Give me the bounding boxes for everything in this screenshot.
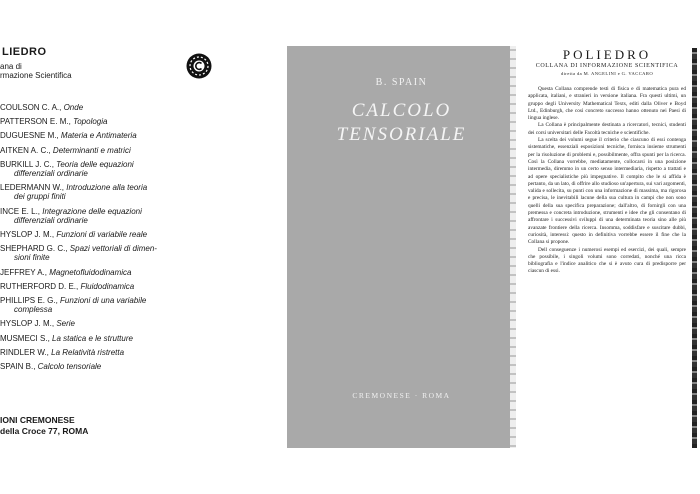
flap-description-text	[528, 86, 686, 276]
book-list-item: HYSLOP J. M., Funzioni di variabile reale	[0, 230, 148, 240]
book-author: HYSLOP J. M.	[0, 319, 52, 329]
book-title: La statica e le strutture	[52, 333, 133, 343]
book-title: Determinanti e matrici	[52, 145, 131, 155]
flap-series-subtitle: COLLANA DI INFORMAZIONE SCIENTIFICA	[535, 63, 679, 69]
book-list-item: AITKEN A. C., Determinanti e matrici	[0, 145, 131, 155]
cover-author: B. SPAIN	[375, 77, 428, 88]
back-flap-series-list	[0, 0, 215, 494]
publisher-address: IONI CREMONESE della Croce 77, ROMA	[0, 415, 89, 436]
book-title: Spazi vettoriali di dimen-	[69, 244, 157, 254]
flap-director-line: diretta da M. ANGELINI e G. VACCARO	[560, 71, 654, 76]
book-list-item: SHEPHARD G. C., Spazi vettoriali di dimen- sioni finite	[0, 244, 157, 263]
book-author: MUSMECI S.	[0, 333, 48, 343]
book-title: Teoria delle equazioni	[56, 159, 134, 169]
flap-paragraph: Questa Collana comprende testi di fisica e di matematica pura ed applicata, italiani, e stranieri in versione italiana. Fra questi ultimi, un gruppo degli University Mathematical Texts, editi dalla Oliver e Boyd Ltd., Edinburgh, che così concreto successo hanno ottenuto nei Paesi di lingua inglese.	[528, 86, 686, 122]
flap-paragraph: La scelta dei volumi segue il criterio che ciascuno di essi contenga sistematiche, essenziali esposizioni tecniche, fornisca insieme strumenti per la risoluzione di problemi e, possibilmente, offra spunti per la ricerca. Così la Collana vorrebbe, mediatamente, collocarsi in una posizione intermedia, diremmo in un certo senso intermediaria, rispetto a trattati e ad opere specialistiche più impegnative. Il compito che le si affida è pertanto, da un lato, di offrire allo studioso un'apertura, sui vari argomenti, valida e sollecita, su punti con una informazione di massima, ma rigorosa e precisa, le inevitabili lacune della sua cultura in campi che non sono quelli della sua specifica preparazione; dall'altro, di fornirgli con una premessa e concreta introduzione, strumenti e idee che gli consentano di affrontare i successivi sviluppi di una determinata teoria sino alle più avanzate frontiere della ricerca. Insomma, soddisfare e suscitare dubbi, curiosità, interessi: questo in definitiva vorrebbe essere il fine che la Collana si propone.	[528, 137, 687, 246]
book-author: SHEPHARD G. C.	[0, 244, 66, 254]
flap-paragraph: Dell conseguenze i numerosi esempi ed esercizi, dei quali, sempre che possibile, i singoli volumi sono corredati, nonché una ricca bibliografia e l'indice analitico che si è avuto cura di predisporre per ciascun di essi.	[528, 246, 686, 275]
flap-paragraph: La Collana è principalmente destinata a ricercatori, tecnici, studenti dei corsi universitari delle Facoltà tecniche e scientifiche.	[528, 122, 686, 136]
book-title: Serie	[56, 319, 76, 329]
book-author: INCE E. L.	[0, 206, 38, 216]
book-author: COULSON C. A.	[0, 103, 60, 112]
book-title: Integrazione delle equazioni	[42, 206, 142, 216]
book-list-item: MUSMECI S., La statica e le strutture	[0, 333, 133, 343]
book-title-continued: dei gruppi finiti	[14, 192, 66, 202]
book-list-item: BURKILL J. C., Teoria delle equazioni differenziali ordinarie	[0, 160, 157, 178]
book-list-item: JEFFREY A., Magnetofluidodinamica	[0, 267, 132, 277]
book-list-item: INCE E. L., Integrazione delle equazioni differenziali ordinarie	[0, 207, 157, 225]
page-edge-strip	[692, 48, 697, 448]
book-list-item: RINDLER W., La Relatività ristretta	[0, 347, 125, 357]
front-cover	[287, 46, 516, 448]
cover-title-line1: CALCOLO	[351, 100, 452, 121]
book-title: Topologia	[73, 117, 108, 127]
cover-title	[287, 99, 516, 147]
flap-series-title: POLIEDRO	[562, 47, 652, 62]
book-list-item: PHILLIPS E. G., Funzioni di una variabile complessa	[0, 296, 157, 314]
front-flap-description	[522, 0, 692, 494]
book-list-item: COULSON C. A., Onde	[0, 103, 84, 112]
book-title-continued: differenziali ordinarie	[14, 215, 88, 225]
book-title: Magnetofluidodinamica	[49, 267, 132, 277]
series-subtitle: ana di rmazione Scientifica	[0, 62, 72, 80]
book-title: Funzioni di variabile reale	[56, 230, 148, 240]
book-author: HYSLOP J. M.	[0, 230, 52, 240]
book-list-item: PATTERSON E. M., Topologia	[0, 117, 108, 127]
book-title: Calcolo tensoriale	[37, 362, 102, 372]
book-title: Materia e Antimateria	[60, 131, 137, 141]
book-author: BURKILL J. C.	[0, 159, 52, 169]
book-list-item: RUTHERFORD D. E., Fluidodinamica	[0, 281, 135, 291]
book-title: Fluidodinamica	[80, 281, 135, 291]
publisher-logo-icon	[186, 53, 212, 79]
book-author: AITKEN A. C.	[0, 145, 49, 155]
series-title: LIEDRO	[2, 46, 47, 58]
book-author: PATTERSON E. M.	[0, 117, 69, 127]
book-title-continued: complessa	[14, 305, 53, 315]
book-author: PHILLIPS E. G.	[0, 296, 56, 306]
book-author: DUGUESNE M.	[0, 131, 57, 141]
book-title: Funzioni di una variabile	[60, 296, 147, 306]
book-title: Introduzione alla teoria	[66, 183, 148, 193]
cover-title-line2: TENSORIALE	[336, 124, 467, 145]
book-list	[0, 103, 157, 376]
book-author: RINDLER W.	[0, 347, 47, 357]
book-list-item: SPAIN B., Calcolo tensoriale	[0, 362, 102, 372]
book-author: JEFFREY A.	[0, 267, 45, 277]
book-title-continued: sioni finite	[14, 253, 50, 263]
book-title-continued: differenziali ordinarie	[14, 169, 88, 179]
book-list-item: HYSLOP J. M., Serie	[0, 319, 76, 329]
cover-publisher: CREMONESE · ROMA	[352, 391, 451, 400]
book-list-item: LEDERMANN W., Introduzione alla teoria dei gruppi finiti	[0, 183, 157, 201]
book-list-item: DUGUESNE M., Materia e Antimateria	[0, 131, 137, 141]
book-title: Onde	[63, 103, 84, 112]
book-author: RUTHERFORD D. E.	[0, 281, 76, 291]
book-author: SPAIN B.	[0, 362, 34, 372]
book-author: LEDERMANN W.	[0, 183, 62, 193]
book-title: La Relatività ristretta	[51, 347, 125, 357]
